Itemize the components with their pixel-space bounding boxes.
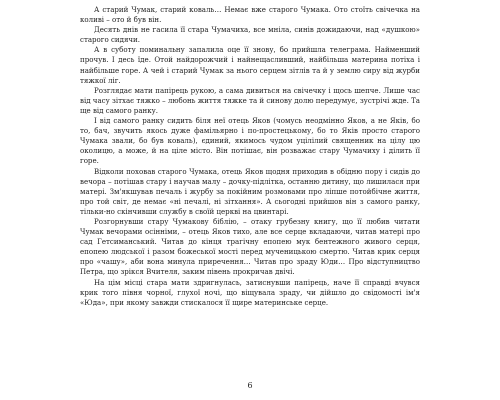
paragraph-1: А старий Чумак, старий коваль… Немає вже старого Чумака. Ото стоїть свічечка на коливі – ото й був він.	[80, 5, 420, 25]
paragraph-7: Розгорнувши стару Чумакову біблію, – отаку грубезну книгу, що її любив читати Чумак вечорами осінніми, – отець Яков тихо, але все серце вкладаючи, читав матері про сад Гетсиманський. Читав до кінця трагічну епопею мук бентежного живого серця, епопею людської і разом божеської мості перед мученицькою смертю. Читав крик серця про «чашу», аби вона минула приречення… Читав про зраду Юди… Про відступництво Петра, що зрікся Вчителя, заким півень прокричав двічі.	[80, 216, 420, 277]
paragraph-2: Десять днів не гасила її стара Чумачиха, все мніла, синів дожидаючи, над «душкою» старого сидячи.	[80, 25, 420, 45]
page-number: 6	[247, 381, 253, 390]
paragraph-3: А в суботу поминальну запалила оце її знову, бо прийшла телеграма. Найменший прочув. І десь їде. Отой найдорожчий і найнещасливший, найбільша материна потіха і найбільше горе. А чей і старий Чумак за нього серцем зітлів та й у землю сиру від журби тяжкої ліг.	[80, 45, 420, 85]
paragraph-4: Розглядає мати папірець рукою, а сама дивиться на свічечку і щось шепче. Лише час від часу зітхає тяжко – любонь життя тяжке та й синову долю передумує, зустрічі жде. Та ще від самого ранку.	[80, 85, 420, 115]
paragraph-5: І від самого ранку сидить біля неї отець Яков (чомусь неодмінно Яков, а не Яків, бо то, бач, звучить якось дуже фамільярно і по-простецькому, бо то Яків просто старого Чумака звали, бо був коваль), єдиний, якимось чудом уцілілий священник на цілу цю околицю, а може, й на ціле місто. Він потішає, він розважає стару Чумачиху і ділить її горе.	[80, 116, 420, 166]
paragraph-6: Відколи поховав старого Чумака, отець Яков щодня приходив в обідню пору і сидів до вечора – потішав стару і научав малу – дочку-підлітка, останню дитину, що лишилася при матері. Зм'якшував печаль і журбу за покійним розмовами про ліпше потойбічне життя, про той світ, де немає «ні печалі, ні зітхання». А сьогодні прийшов він з самого ранку, тільки-но скінчивши службу в своїй церкві на цвинтарі.	[80, 166, 420, 216]
paragraph-8: На цім місці стара мати здригнулась, затиснувши папірець, наче її справді вчувся крик того півня чорної, глухої ночі, що віщувала зраду, чи дійшло до свідомості ім'я «Юда», при якому завжди стискалося її щире материнське серце.	[80, 277, 420, 307]
book-page	[80, 5, 420, 308]
